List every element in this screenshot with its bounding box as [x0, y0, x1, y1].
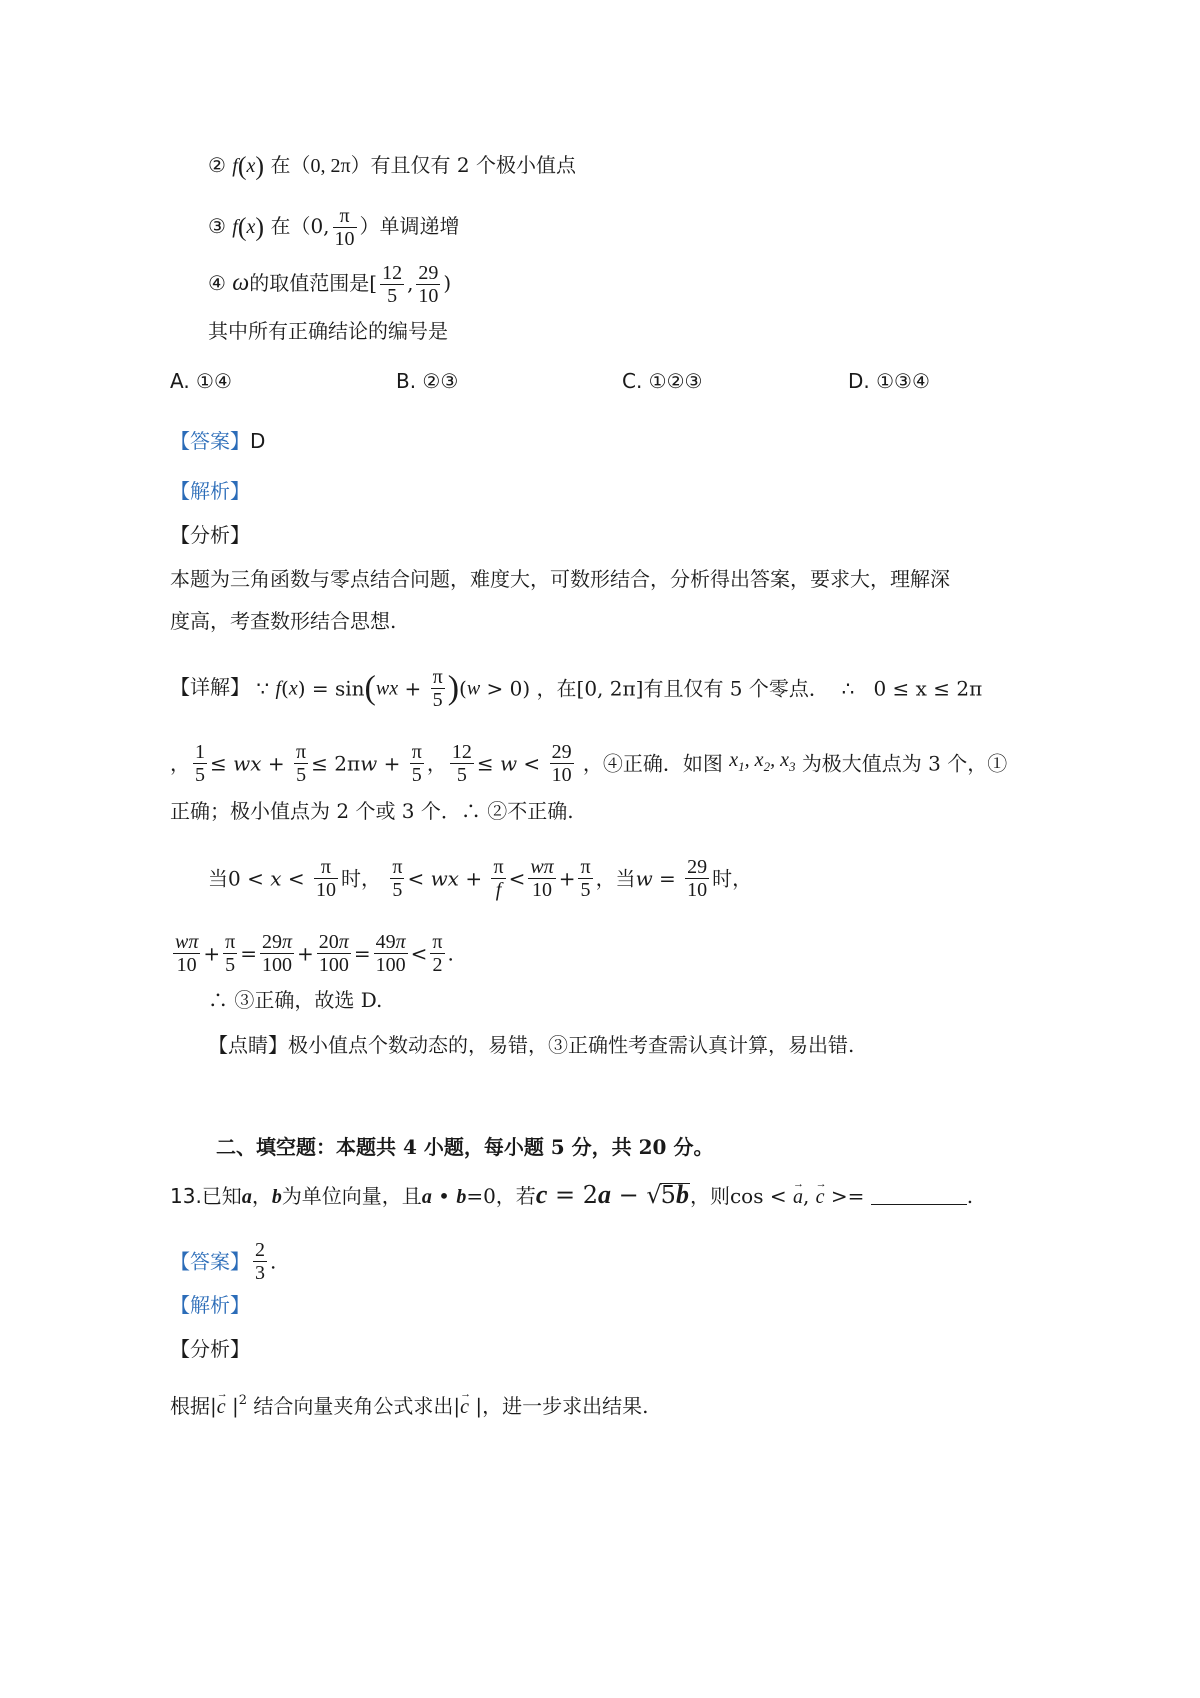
option-c[interactable]: C. ①②③	[622, 369, 703, 393]
interval: 0, 2π	[310, 155, 351, 177]
statement-text: ）有且仅有 2 个极小值点	[350, 153, 577, 177]
fenxi-tag: 【分析】	[170, 523, 250, 547]
dianjing-line: 【点睛】极小值点个数动态的，易错，③正确性考查需认真计算，易出错.	[208, 1033, 855, 1057]
answer-tag: 【答案】	[170, 429, 250, 453]
detail-line-3: 正确；极小值点为 2 个或 3 个．∴ ②不正确.	[170, 799, 574, 823]
statement-4: ④ ω的取值范围是[ $\frac{12}{5}$ , $\frac{29}{10}$ )	[208, 262, 452, 307]
answer-value: D	[250, 429, 266, 453]
fraction: $\frac{12}{5}$	[382, 262, 403, 307]
problem-13-stem: 13.已知a，b为单位向量，且a • b=0，若c = 2a − √5b，则cos < → a, → c >= .	[170, 1180, 973, 1212]
option-d[interactable]: D. ①③④	[848, 369, 930, 393]
circled-number-2: ②	[208, 153, 226, 177]
fraction: $\frac{29}{10}$	[418, 262, 439, 307]
jiexi-tag-13: 【解析】	[170, 1293, 250, 1317]
section-heading: 二、填空题：本题共 4 小题，每小题 5 分，共 20 分。	[216, 1135, 714, 1159]
answer-line	[170, 426, 265, 456]
fenxi-text: 度高，考查数形结合思想.	[170, 609, 397, 633]
option-b[interactable]: B. ②③	[396, 369, 459, 393]
statement-2: ② f(x) 在（0, 2π）有且仅有 2 个极小值点	[208, 151, 577, 181]
fraction: $\frac{\pi}{10}$	[334, 205, 355, 250]
detail-line-4: 当0 < x < $\frac{\pi}{10}$ 时， $\frac{\pi}{5}$ < wx + $\frac{\pi}{f}$ < $\frac{w\pi}{10}$ + $\frac{\pi}{5}$ ，当w = $\frac{29}{10}$ 时，	[208, 856, 753, 901]
fenxi-tag-13: 【分析】	[170, 1337, 250, 1361]
answer-line-13: 【答案】 $\frac{2}{3}$ .	[170, 1239, 277, 1284]
answer-blank	[871, 1186, 967, 1205]
detail-line-1: 【详解】 ∵ f(x) = sin(wx + $\frac{\pi}{5}$ )(w > 0) ，在[0, 2π]有且仅有 5 个零点． ∴ 0 ≤ x ≤ 2π	[170, 666, 983, 711]
statement-3: ③ f(x) 在（0, $\frac{\pi}{10}$ ）单调递增	[208, 205, 460, 250]
fraction: $\frac{\pi}{5}$	[432, 666, 443, 711]
option-a[interactable]: A. ①④	[170, 369, 232, 393]
detail-line-2: ， $\frac{1}{5}$ ≤ wx + $\frac{\pi}{5}$ ≤ 2πw + $\frac{\pi}{5}$ ， $\frac{12}{5}$ ≤ w < $\frac{29}{10}$ ，④正确．如图 $x_1$, $x_2$, $x_3$ 为极大值点为 3 个，①	[170, 741, 1008, 786]
jiexi-tag: 【解析】	[170, 479, 250, 503]
answer-fraction: $\frac{2}{3}$	[255, 1239, 265, 1284]
circled-number-4: ④	[208, 271, 226, 295]
math-f: f	[232, 155, 238, 177]
circled-number-3: ③	[208, 214, 226, 238]
fenxi-text: 本题为三角函数与零点结合问题，难度大，可数形结合，分析得出答案，要求大，理解深	[170, 567, 950, 591]
question-prompt: 其中所有正确结论的编号是	[208, 319, 448, 343]
detail-line-5: $\frac{w\pi}{10}$ + $\frac{\pi}{5}$ = $\frac{29\pi}{100}$ + $\frac{20\pi}{100}$ = $\frac{49\pi}{100}$ < $\frac{\pi}{2}$ .	[175, 931, 454, 976]
math-omega: ω	[232, 270, 250, 296]
fenxi-text-13: 根据|→ c $|^2$ 结合向量夹角公式求出|→ c |，进一步求出结果.	[170, 1386, 649, 1422]
statement-text: 在（	[270, 153, 311, 177]
detail-line-6: ∴ ③正确，故选 D.	[208, 988, 383, 1012]
